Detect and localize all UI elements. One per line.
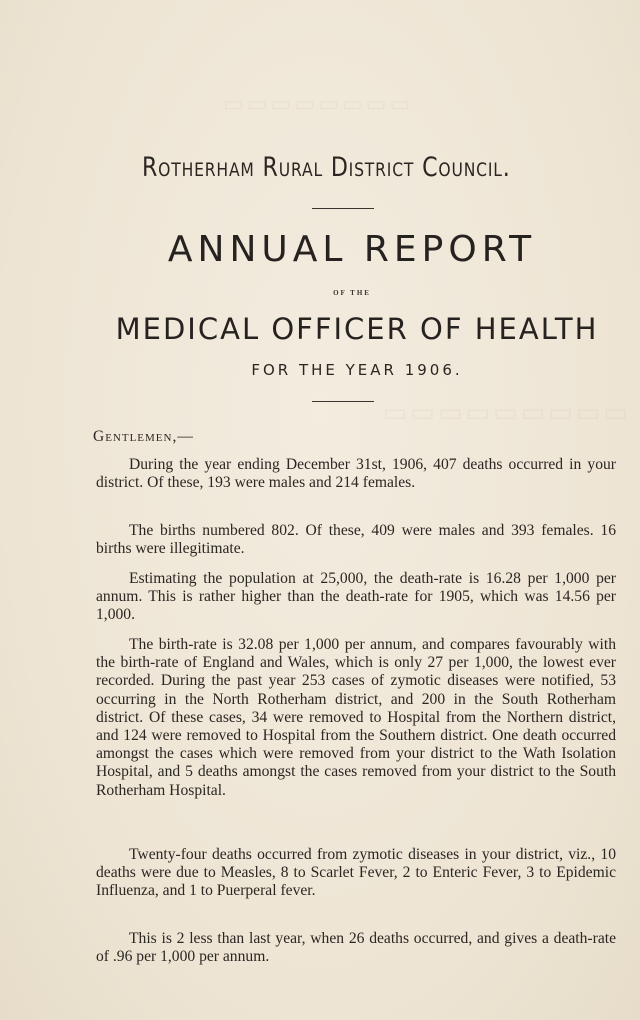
- report-subtitle: MEDICAL OFFICER OF HEALTH: [115, 312, 599, 346]
- divider-rule: [312, 208, 374, 209]
- salutation: Gentlemen,—: [93, 428, 194, 445]
- report-title: ANNUAL REPORT: [167, 229, 537, 270]
- paragraph: [96, 522, 616, 558]
- paragraph-text: The birth-rate is 32.08 per 1,000 per annum, and compares favourably with the birth-rate of England and Wales, which is only 27 per 1,000, the lowest ever recorded. During the past year 253 cases of zymotic diseases were notified, 53 occurring in the North Rotherham district, and 200 in the South Rotherham district. Of these cases, 34 were removed to Hospital from the Northern district, and 124 were removed to Hospital from the Southern district. One death occurred amongst the cases which were removed from your district to the Wath Isolation Hospital, and 5 deaths amongst the cases removed from your district to the South Rotherham Hospital.: [96, 636, 616, 799]
- paragraph-text: Estimating the population at 25,000, the death-rate is 16.28 per 1,000 per annum. This is rather higher than the death-rate for 1905, which was 14.56 per 1,000.: [96, 570, 616, 624]
- paragraph: [96, 456, 616, 492]
- paragraph: [96, 930, 616, 966]
- paragraph-text: During the year ending December 31st, 1906, 407 deaths occurred in your district. Of these, 193 were males and 214 females.: [96, 456, 616, 492]
- paragraph: [96, 570, 616, 625]
- paragraph-text: The births numbered 802. Of these, 409 were males and 393 females. 16 births were illegitimate.: [96, 522, 616, 558]
- paragraph: [96, 846, 616, 901]
- report-year: FOR THE YEAR 1906.: [251, 361, 463, 379]
- of-the-label: OF THE: [333, 289, 371, 297]
- show-through-text: ▭▭▭▭▭▭▭▭: [220, 92, 411, 117]
- show-through-text: ▭▭▭▭▭▭▭▭▭: [380, 398, 629, 428]
- paragraph: [96, 636, 616, 800]
- paragraph-text: Twenty-four deaths occurred from zymotic diseases in your district, viz., 10 deaths were due to Measles, 8 to Scarlet Fever, 2 to Enteric Fever, 3 to Epidemic Influenza, and 1 to Puerperal fever.: [96, 846, 616, 900]
- council-title: Rotherham Rural District Council.: [141, 152, 511, 183]
- divider-rule: [312, 401, 374, 402]
- paragraph-text: This is 2 less than last year, when 26 deaths occurred, and gives a death-rate of .96 per 1,000 per annum.: [96, 930, 616, 966]
